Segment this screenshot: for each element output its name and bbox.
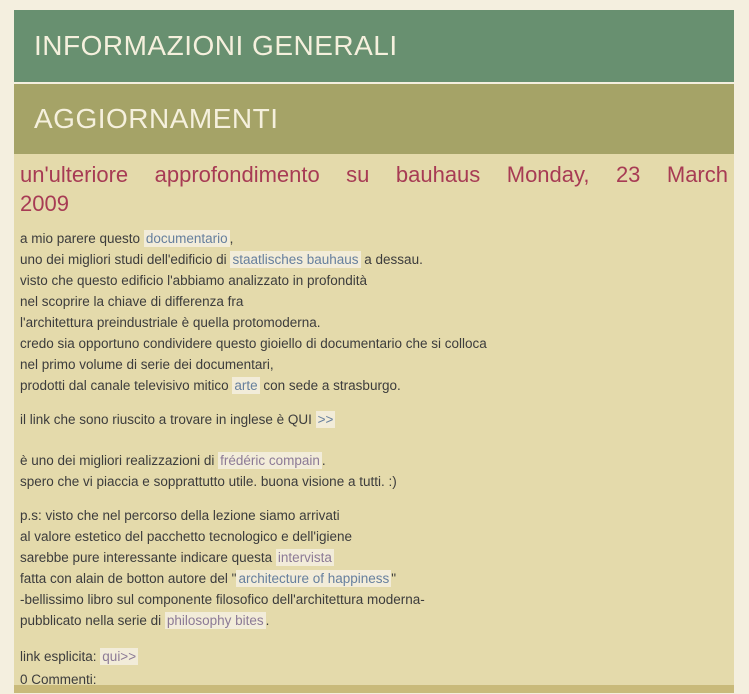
link-documentario[interactable]: documentario [145, 231, 228, 246]
text-run: " [391, 571, 397, 586]
link-arte[interactable]: arte [234, 378, 258, 393]
section-header-label: INFORMAZIONI GENERALI [34, 30, 398, 61]
text-run: nel scoprire la chiave di differenza fra [20, 294, 244, 309]
post-paragraph [20, 450, 728, 492]
link-intervista[interactable]: intervista [277, 550, 332, 565]
text-run: pubblicato nella serie di [20, 613, 165, 628]
text-run: nel primo volume di serie dei documentari, [20, 357, 274, 372]
section-header-label: AGGIORNAMENTI [34, 103, 279, 134]
post-title-line2: 2009 [20, 191, 69, 216]
text-run: a dessau. [360, 252, 423, 267]
text-run: . [265, 613, 270, 628]
text-run: -bellissimo libro sul componente filosofico dell'architettura moderna- [20, 592, 425, 607]
text-run: con sede a strasburgo. [259, 378, 401, 393]
post-title [20, 160, 728, 218]
link-architecture-of-happiness[interactable]: architecture of happiness [238, 571, 390, 586]
text-run: è uno dei migliori realizzazioni di [20, 453, 219, 468]
link-philosophy-bites[interactable]: philosophy bites [166, 613, 264, 628]
text-run: fatta con alain de botton autore del " [20, 571, 237, 586]
link-fr-d-ric-compain[interactable]: frédéric compain [220, 453, 320, 468]
text-run: , [229, 231, 234, 246]
link-qui-esplicita[interactable]: qui>> [102, 649, 137, 664]
text-run: a mio parere questo [20, 231, 144, 246]
text-run: . [321, 453, 326, 468]
comments-count: 0 Commenti: [20, 672, 97, 685]
post-paragraph [20, 646, 728, 667]
section-header-informazioni-generali [14, 10, 734, 82]
section-header-aggiornamenti [14, 84, 734, 154]
text-run: p.s: visto che nel percorso della lezione siamo arrivati [20, 508, 340, 523]
post-content-area [14, 154, 734, 685]
link-staatlisches-bauhaus[interactable]: staatlisches bauhaus [232, 252, 359, 267]
text-run: uno dei migliori studi dell'edificio di [20, 252, 231, 267]
text-run: il link che sono riuscito a trovare in inglese è QUI [20, 412, 316, 427]
text-run: prodotti dal canale televisivo mitico [20, 378, 233, 393]
post-paragraph [20, 409, 728, 430]
link-qui-arrow[interactable]: >> [317, 412, 334, 427]
post-body [20, 228, 728, 667]
footer-strip [14, 685, 734, 693]
text-run: sarebbe pure interessante indicare questa [20, 550, 276, 565]
post-paragraph [20, 505, 728, 631]
text-run: al valore estetico del pacchetto tecnologico e dell'igiene [20, 529, 353, 544]
text-run: l'architettura preindustriale è quella protomoderna. [20, 315, 321, 330]
text-run: credo sia opportuno condividere questo gioiello di documentario che si colloca [20, 336, 487, 351]
text-run: spero che vi piaccia e sopprattutto utile. buona visione a tutti. :) [20, 474, 397, 489]
post-paragraph [20, 228, 728, 396]
post-title-line1: un'ulteriore approfondimento su bauhaus Monday, 23 March [20, 162, 728, 187]
text-run: link esplicita: [20, 649, 101, 664]
text-run: visto che questo edificio l'abbiamo analizzato in profondità [20, 273, 368, 288]
